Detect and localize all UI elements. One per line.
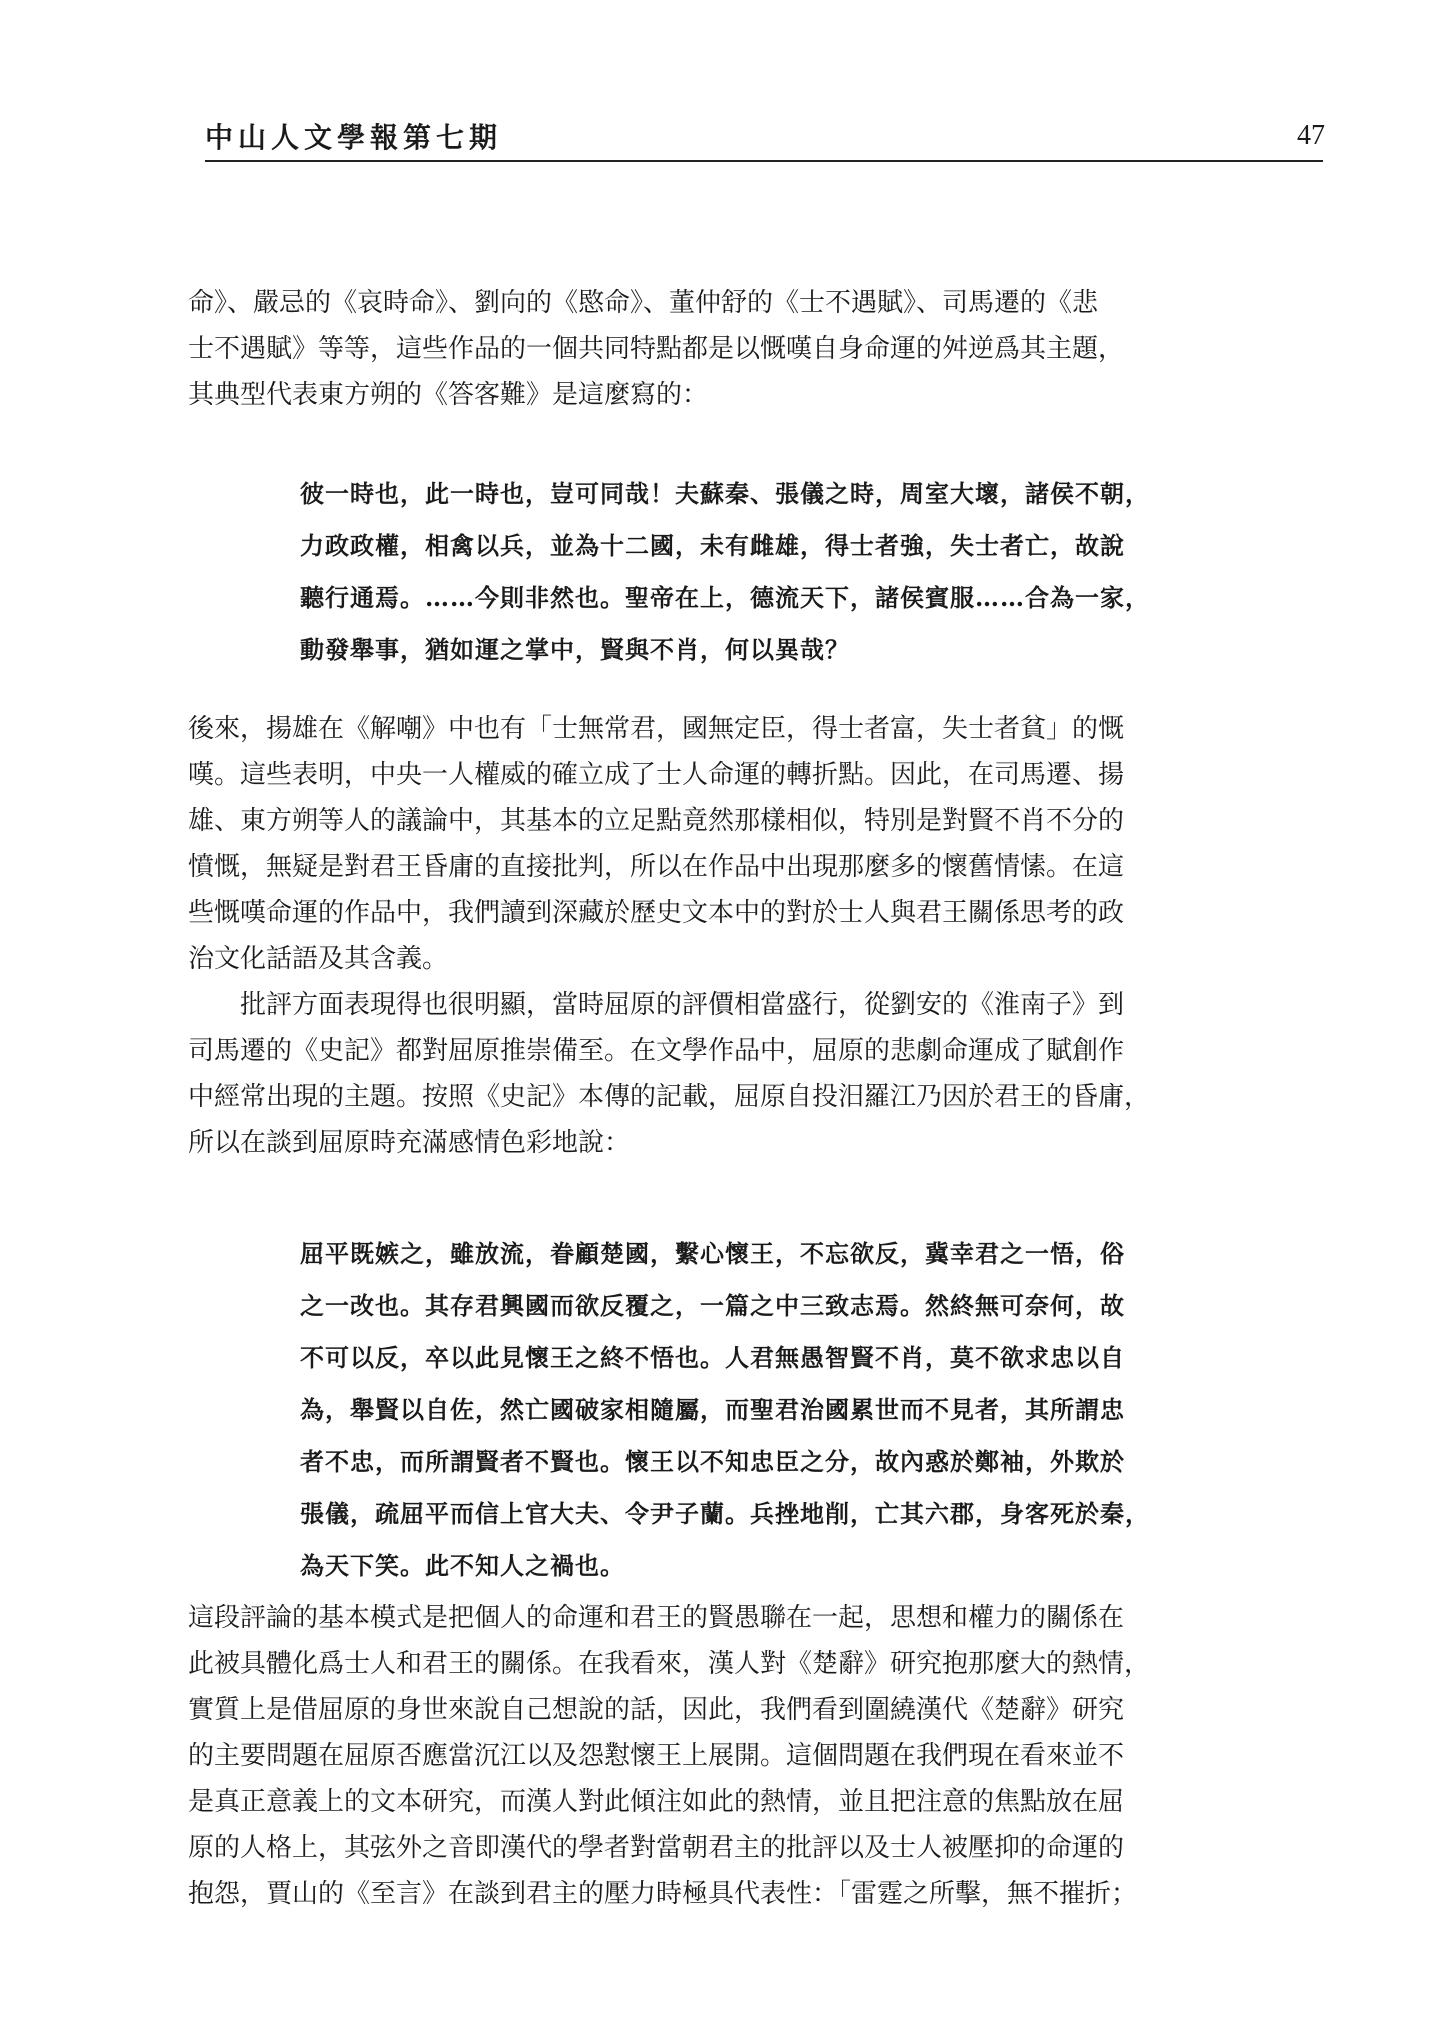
running-header xyxy=(205,112,1325,162)
text-line: 士不遇賦》等等，這些作品的一個共同特點都是以慨嘆自身命運的舛逆爲其主題， xyxy=(188,334,1125,364)
journal-title: 中山人文學報第七期 xyxy=(205,121,503,154)
text-line: 這段評論的基本模式是把個人的命運和君王的賢愚聯在一起，思想和權力的關係在 xyxy=(188,1603,1125,1633)
paragraph-1 xyxy=(188,280,1328,418)
text-line: 此被具體化爲士人和君王的關係。在我看來，漢人對《楚辭》研究抱那麼大的熱情， xyxy=(188,1649,1151,1679)
text-line: 雄、東方朔等人的議論中，其基本的立足點竟然那樣相似，特別是對賢不肖不分的 xyxy=(188,806,1125,836)
text-line: 所以在談到屈原時充滿感情色彩地說： xyxy=(188,1128,631,1158)
text-line: 是真正意義上的文本研究，而漢人對此傾注如此的熱情，並且把注意的焦點放在屈 xyxy=(188,1787,1125,1817)
quote-line: 張儀，疏屈平而信上官大夫、令尹子蘭。兵挫地削，亡其六郡，身客死於秦， xyxy=(300,1499,1150,1528)
text-line: 治文化話語及其含義。 xyxy=(188,944,449,974)
block-quote-1 xyxy=(300,468,1330,676)
quote-line: 不可以反，卒以此見懷王之終不悟也。人君無愚智賢不肖，莫不欲求忠以自 xyxy=(300,1343,1125,1372)
text-line: 後來，揚雄在《解嘲》中也有「士無常君，國無定臣，得士者富，失士者貧」的慨 xyxy=(188,714,1125,744)
text-line: 嘆。這些表明，中央一人權威的確立成了士人命運的轉折點。因此，在司馬遷、揚 xyxy=(188,760,1125,790)
text-line: 抱怨，賈山的《至言》在談到君主的壓力時極具代表性：「雷霆之所擊，無不摧折； xyxy=(188,1879,1138,1909)
text-line: 實質上是借屈原的身世來說自己想說的話，因此，我們看到圍繞漢代《楚辭》研究 xyxy=(188,1695,1125,1725)
quote-line: 之一改也。其存君興國而欲反覆之，一篇之中三致志焉。然終無可奈何，故 xyxy=(300,1291,1125,1320)
text-line: 司馬遷的《史記》都對屈原推崇備至。在文學作品中，屈原的悲劇命運成了賦創作 xyxy=(188,1036,1125,1066)
quote-line: 為，舉賢以自佐，然亡國破家相隨屬，而聖君治國累世而不見者，其所謂忠 xyxy=(300,1395,1125,1424)
text-line: 批評方面表現得也很明顯，當時屈原的評價相當盛行，從劉安的《淮南子》到 xyxy=(188,990,1125,1020)
quote-line: 力政政權，相禽以兵，並為十二國，未有雌雄，得士者強，失士者亡，故說 xyxy=(300,531,1125,560)
text-line: 原的人格上，其弦外之音即漢代的學者對當朝君主的批評以及士人被壓抑的命運的 xyxy=(188,1833,1125,1863)
quote-line: 屈平既嫉之，雖放流，眷顧楚國，繫心懷王，不忘欲反，冀幸君之一悟，俗 xyxy=(300,1239,1125,1268)
block-quote-2 xyxy=(300,1228,1330,1592)
text-line: 命》、嚴忌的《哀時命》、劉向的《愍命》、董仲舒的《士不遇賦》、司馬遷的《悲 xyxy=(188,288,1099,318)
paragraph-3 xyxy=(188,1595,1328,1917)
quote-line: 聽行通焉。……今則非然也。聖帝在上，德流天下，諸侯賓服……合為一家， xyxy=(300,583,1150,612)
quote-line: 者不忠，而所謂賢者不賢也。懷王以不知忠臣之分，故內惑於鄭袖，外欺於 xyxy=(300,1447,1125,1476)
text-line: 些慨嘆命運的作品中，我們讀到深藏於歷史文本中的對於士人與君王關係思考的政 xyxy=(188,898,1125,928)
quote-line: 動發舉事，猶如運之掌中，賢與不肖，何以異哉？ xyxy=(300,635,850,664)
quote-line: 彼一時也，此一時也，豈可同哉！夫蘇秦、張儀之時，周室大壞，諸侯不朝， xyxy=(300,479,1150,508)
header-rule xyxy=(205,160,1323,162)
text-line: 中經常出現的主題。按照《史記》本傳的記載，屈原自投汨羅江乃因於君王的昏庸， xyxy=(188,1082,1151,1112)
quote-line: 為天下笑。此不知人之禍也。 xyxy=(300,1551,625,1580)
paragraph-2 xyxy=(188,706,1328,1166)
text-line: 憤慨，無疑是對君王昏庸的直接批判，所以在作品中出現那麼多的懷舊情愫。在這 xyxy=(188,852,1125,882)
text-line: 其典型代表東方朔的《答客難》是這麼寫的： xyxy=(188,380,709,410)
page-number: 47 xyxy=(1297,120,1325,151)
text-line: 的主要問題在屈原否應當沉江以及怨懟懷王上展開。這個問題在我們現在看來並不 xyxy=(188,1741,1125,1771)
